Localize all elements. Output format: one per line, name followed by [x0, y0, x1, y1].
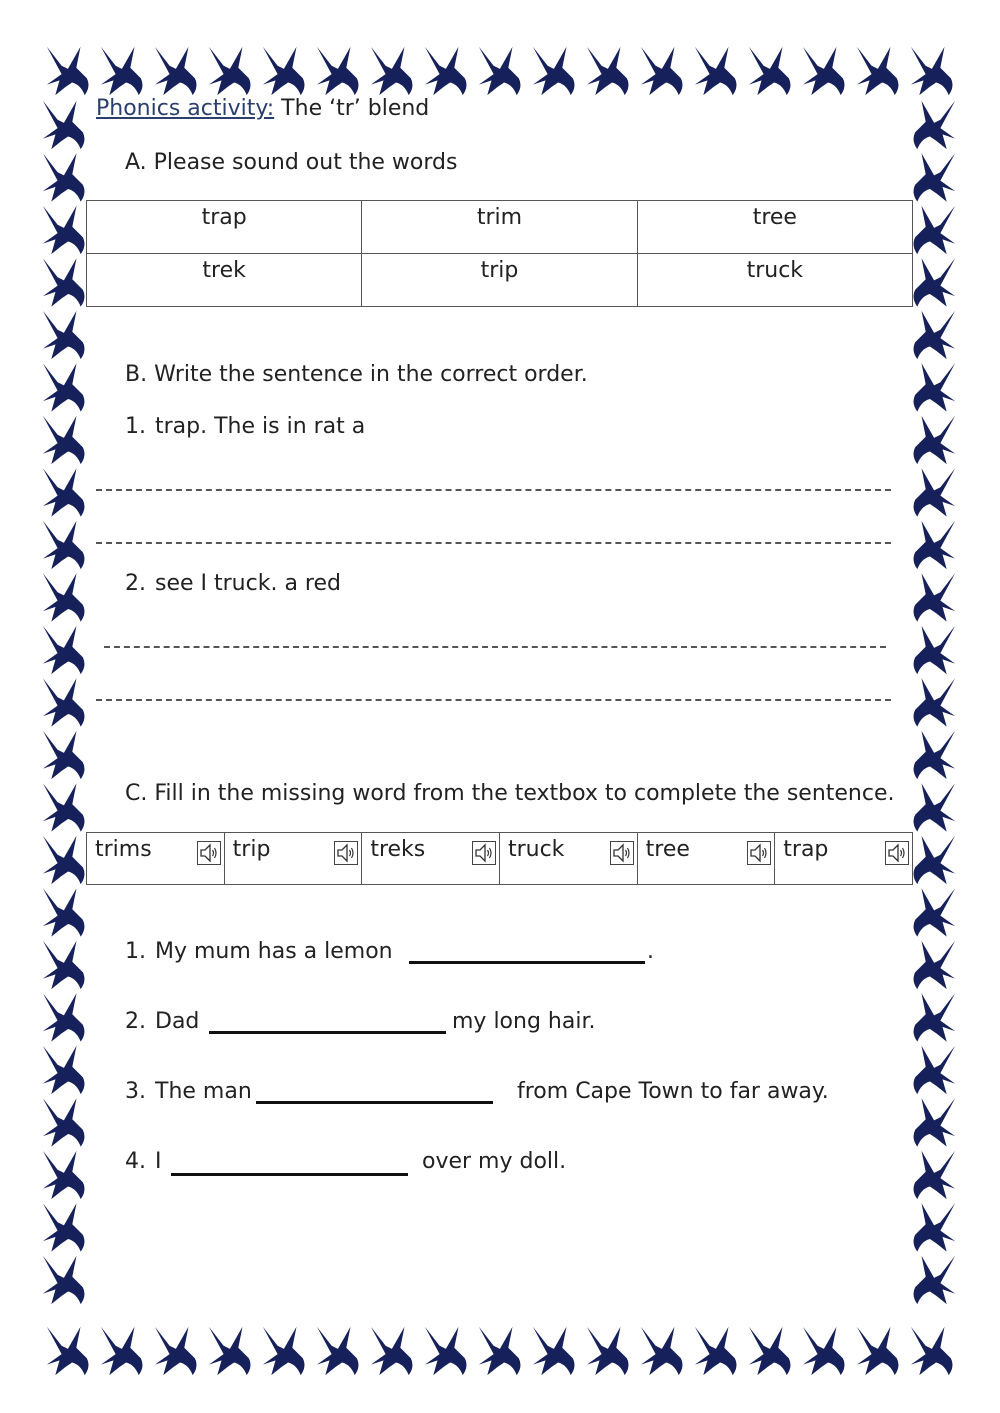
- question-b2: [125, 571, 341, 596]
- swallow-bird-icon: [43, 941, 85, 989]
- swallow-bird-icon: [914, 941, 956, 989]
- swallow-bird-icon: [371, 47, 413, 95]
- swallow-bird-icon: [914, 101, 956, 149]
- title-rest: The ‘tr’ blend: [274, 96, 430, 121]
- question-text: trap. The is in rat a: [155, 414, 366, 439]
- swallow-bird-icon: [587, 47, 629, 95]
- answer-line-b1-1[interactable]: [96, 489, 891, 491]
- question-text: My mum has a lemon: [155, 939, 393, 964]
- bank-word: trip: [232, 837, 271, 862]
- speaker-icon[interactable]: [334, 841, 358, 865]
- swallow-bird-icon: [914, 153, 956, 201]
- word-bank: [86, 832, 913, 885]
- swallow-bird-icon: [914, 1046, 956, 1094]
- blank-c1[interactable]: [409, 961, 645, 964]
- swallow-bird-icon: [43, 1256, 85, 1304]
- word-cell: trap: [87, 201, 362, 254]
- word-table: [86, 200, 913, 307]
- section-a-heading: A. Please sound out the words: [125, 150, 458, 175]
- speaker-icon[interactable]: [472, 841, 496, 865]
- swallow-bird-icon: [101, 1327, 143, 1375]
- speaker-icon[interactable]: [610, 841, 634, 865]
- question-end: .: [647, 939, 654, 964]
- question-text: see I truck. a red: [155, 571, 341, 596]
- swallow-bird-icon: [914, 468, 956, 516]
- swallow-bird-icon: [749, 1327, 791, 1375]
- question-number: 1.: [125, 414, 146, 439]
- swallow-bird-icon: [47, 1327, 89, 1375]
- swallow-bird-icon: [43, 573, 85, 621]
- word-cell: tree: [637, 201, 912, 254]
- swallow-bird-icon: [43, 521, 85, 569]
- swallow-bird-icon: [803, 1327, 845, 1375]
- bank-cell: [362, 833, 500, 885]
- question-number: 2.: [125, 1009, 146, 1034]
- swallow-bird-icon: [911, 47, 953, 95]
- swallow-bird-icon: [914, 678, 956, 726]
- word-cell: trek: [87, 254, 362, 307]
- swallow-bird-icon: [317, 1327, 359, 1375]
- swallow-bird-icon: [43, 783, 85, 831]
- swallow-bird-icon: [914, 626, 956, 674]
- speaker-icon[interactable]: [197, 841, 221, 865]
- table-row: [87, 254, 913, 307]
- swallow-bird-icon: [425, 1327, 467, 1375]
- question-c4: [125, 1149, 162, 1174]
- bank-word: trims: [95, 837, 152, 862]
- swallow-bird-icon: [911, 1327, 953, 1375]
- swallow-bird-icon: [914, 311, 956, 359]
- swallow-bird-icon: [263, 1327, 305, 1375]
- question-c1: [125, 939, 393, 964]
- swallow-bird-icon: [914, 836, 956, 884]
- word-cell: truck: [637, 254, 912, 307]
- swallow-bird-icon: [641, 47, 683, 95]
- swallow-bird-icon: [43, 363, 85, 411]
- section-c-heading: C. Fill in the missing word from the textbox to complete the sentence.: [125, 781, 895, 806]
- word-cell: trim: [362, 201, 637, 254]
- swallow-bird-icon: [695, 47, 737, 95]
- swallow-bird-icon: [43, 678, 85, 726]
- blank-c3[interactable]: [256, 1101, 493, 1104]
- swallow-bird-icon: [641, 1327, 683, 1375]
- swallow-bird-icon: [155, 1327, 197, 1375]
- swallow-bird-icon: [425, 47, 467, 95]
- title-lead: Phonics activity:: [96, 96, 275, 121]
- swallow-bird-icon: [47, 47, 89, 95]
- swallow-bird-icon: [533, 47, 575, 95]
- swallow-bird-icon: [914, 993, 956, 1041]
- question-end: from Cape Town to far away.: [517, 1079, 829, 1104]
- question-text: The man: [155, 1079, 252, 1104]
- swallow-bird-icon: [533, 1327, 575, 1375]
- question-b1: [125, 414, 365, 439]
- swallow-bird-icon: [695, 1327, 737, 1375]
- swallow-bird-icon: [803, 47, 845, 95]
- swallow-bird-icon: [914, 1256, 956, 1304]
- bank-cell: [637, 833, 775, 885]
- question-c2: [125, 1009, 199, 1034]
- bank-cell: [87, 833, 225, 885]
- swallow-bird-icon: [479, 1327, 521, 1375]
- swallow-bird-icon: [587, 1327, 629, 1375]
- swallow-bird-icon: [43, 258, 85, 306]
- swallow-bird-icon: [317, 47, 359, 95]
- swallow-bird-icon: [263, 47, 305, 95]
- question-text: I: [155, 1149, 162, 1174]
- swallow-bird-icon: [914, 363, 956, 411]
- swallow-bird-icon: [43, 311, 85, 359]
- swallow-bird-icon: [749, 47, 791, 95]
- swallow-bird-icon: [914, 1098, 956, 1146]
- swallow-bird-icon: [209, 47, 251, 95]
- swallow-bird-icon: [914, 888, 956, 936]
- swallow-bird-icon: [43, 1046, 85, 1094]
- worksheet-title: [96, 96, 429, 121]
- swallow-bird-icon: [914, 731, 956, 779]
- bank-word: truck: [507, 837, 565, 862]
- swallow-bird-icon: [857, 1327, 899, 1375]
- swallow-bird-icon: [43, 206, 85, 254]
- question-number: 4.: [125, 1149, 146, 1174]
- bank-cell: [224, 833, 362, 885]
- swallow-bird-icon: [43, 1098, 85, 1146]
- table-row: [87, 201, 913, 254]
- swallow-bird-icon: [43, 101, 85, 149]
- swallow-bird-icon: [857, 47, 899, 95]
- swallow-bird-icon: [914, 521, 956, 569]
- table-row: [87, 833, 913, 885]
- swallow-bird-icon: [43, 1203, 85, 1251]
- answer-line-b2-1[interactable]: [104, 646, 886, 648]
- swallow-bird-icon: [155, 47, 197, 95]
- question-end: my long hair.: [452, 1009, 596, 1034]
- swallow-bird-icon: [914, 1151, 956, 1199]
- swallow-bird-icon: [914, 573, 956, 621]
- bank-cell: [499, 833, 637, 885]
- swallow-bird-icon: [479, 47, 521, 95]
- swallow-bird-icon: [43, 468, 85, 516]
- swallow-bird-icon: [43, 153, 85, 201]
- speaker-icon[interactable]: [747, 841, 771, 865]
- swallow-bird-icon: [914, 258, 956, 306]
- question-number: 2.: [125, 571, 146, 596]
- answer-line-b2-2[interactable]: [96, 699, 891, 701]
- swallow-bird-icon: [371, 1327, 413, 1375]
- question-c3: [125, 1079, 252, 1104]
- swallow-bird-icon: [43, 888, 85, 936]
- question-number: 3.: [125, 1079, 146, 1104]
- speaker-icon[interactable]: [885, 841, 909, 865]
- swallow-bird-icon: [43, 416, 85, 464]
- bank-cell: [775, 833, 913, 885]
- bank-word: treks: [370, 837, 426, 862]
- swallow-bird-icon: [914, 416, 956, 464]
- swallow-bird-icon: [914, 206, 956, 254]
- swallow-bird-icon: [43, 993, 85, 1041]
- answer-line-b1-2[interactable]: [96, 542, 891, 544]
- section-b-heading: B. Write the sentence in the correct order.: [125, 362, 588, 387]
- question-text: Dad: [155, 1009, 200, 1034]
- swallow-bird-icon: [43, 1151, 85, 1199]
- swallow-bird-icon: [914, 783, 956, 831]
- blank-c2[interactable]: [209, 1031, 446, 1034]
- blank-c4[interactable]: [171, 1173, 408, 1176]
- swallow-bird-icon: [43, 731, 85, 779]
- swallow-bird-icon: [43, 836, 85, 884]
- swallow-bird-icon: [209, 1327, 251, 1375]
- question-end: over my doll.: [422, 1149, 567, 1174]
- question-number: 1.: [125, 939, 146, 964]
- word-cell: trip: [362, 254, 637, 307]
- swallow-bird-icon: [43, 626, 85, 674]
- swallow-bird-icon: [101, 47, 143, 95]
- bank-word: trap: [783, 837, 829, 862]
- swallow-bird-icon: [914, 1203, 956, 1251]
- bank-word: tree: [645, 837, 690, 862]
